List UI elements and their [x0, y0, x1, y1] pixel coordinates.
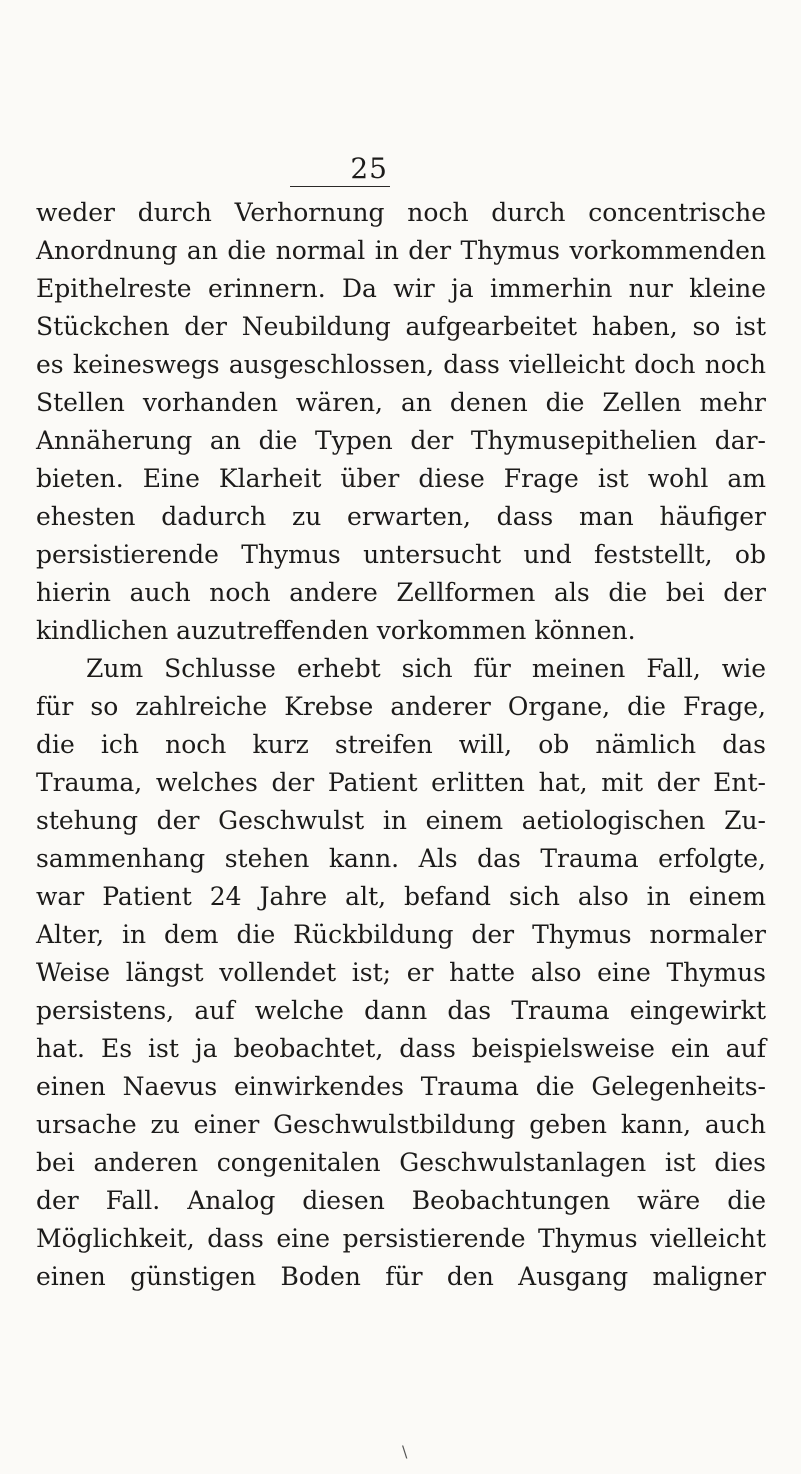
text-line-paragraph-start: Zum Schlusse erhebt sich für meinen Fall, wie	[86, 654, 766, 683]
text-line: stehung der Geschwulst in einem aetiologischen Zu-	[36, 806, 766, 835]
text-line: die ich noch kurz streifen will, ob nämlich das	[36, 730, 766, 759]
text-line: einen günstigen Boden für den Ausgang maligner	[36, 1262, 766, 1291]
text-line: Stückchen der Neubildung aufgearbeitet haben, so ist	[36, 312, 766, 341]
footer-mark: \	[402, 1442, 408, 1461]
text-line: persistens, auf welche dann das Trauma eingewirkt	[36, 996, 766, 1025]
text-line-paragraph-end: kindlichen auzutreffenden vorkommen können.	[36, 616, 636, 645]
text-line: hat. Es ist ja beobachtet, dass beispielsweise ein auf	[36, 1034, 766, 1063]
text-line: weder durch Verhornung noch durch concentrische	[36, 198, 766, 227]
text-line: Epithelreste erinnern. Da wir ja immerhin nur kleine	[36, 274, 766, 303]
text-line: ursache zu einer Geschwulstbildung geben kann, auch	[36, 1110, 766, 1139]
text-line: einen Naevus einwirkendes Trauma die Gelegenheits-	[36, 1072, 766, 1101]
text-line: sammenhang stehen kann. Als das Trauma erfolgte,	[36, 844, 766, 873]
text-line: Alter, in dem die Rückbildung der Thymus normaler	[36, 920, 766, 949]
text-line: Anordnung an die normal in der Thymus vorkommenden	[36, 236, 766, 265]
text-line: Trauma, welches der Patient erlitten hat, mit der Ent-	[36, 768, 766, 797]
text-line: es keineswegs ausgeschlossen, dass vielleicht doch noch	[36, 350, 766, 379]
text-line: für so zahlreiche Krebse anderer Organe, die Frage,	[36, 692, 766, 721]
text-line: bieten. Eine Klarheit über diese Frage ist wohl am	[36, 464, 766, 493]
text-line: Möglichkeit, dass eine persistierende Thymus vielleicht	[36, 1224, 766, 1253]
text-line: Annäherung an die Typen der Thymusepithelien dar-	[36, 426, 766, 455]
body-text	[36, 194, 766, 1296]
text-line: Stellen vorhanden wären, an denen die Zellen mehr	[36, 388, 766, 417]
text-line: ehesten dadurch zu erwarten, dass man häufiger	[36, 502, 766, 531]
text-line: hierin auch noch andere Zellformen als die bei der	[36, 578, 766, 607]
text-line: persistierende Thymus untersucht und feststellt, ob	[36, 540, 766, 569]
text-line: bei anderen congenitalen Geschwulstanlagen ist dies	[36, 1148, 766, 1177]
text-line: der Fall. Analog diesen Beobachtungen wäre die	[36, 1186, 766, 1215]
page-number: 25	[290, 154, 390, 187]
text-line: Weise längst vollendet ist; er hatte also eine Thymus	[36, 958, 766, 987]
text-line: war Patient 24 Jahre alt, befand sich also in einem	[36, 882, 766, 911]
